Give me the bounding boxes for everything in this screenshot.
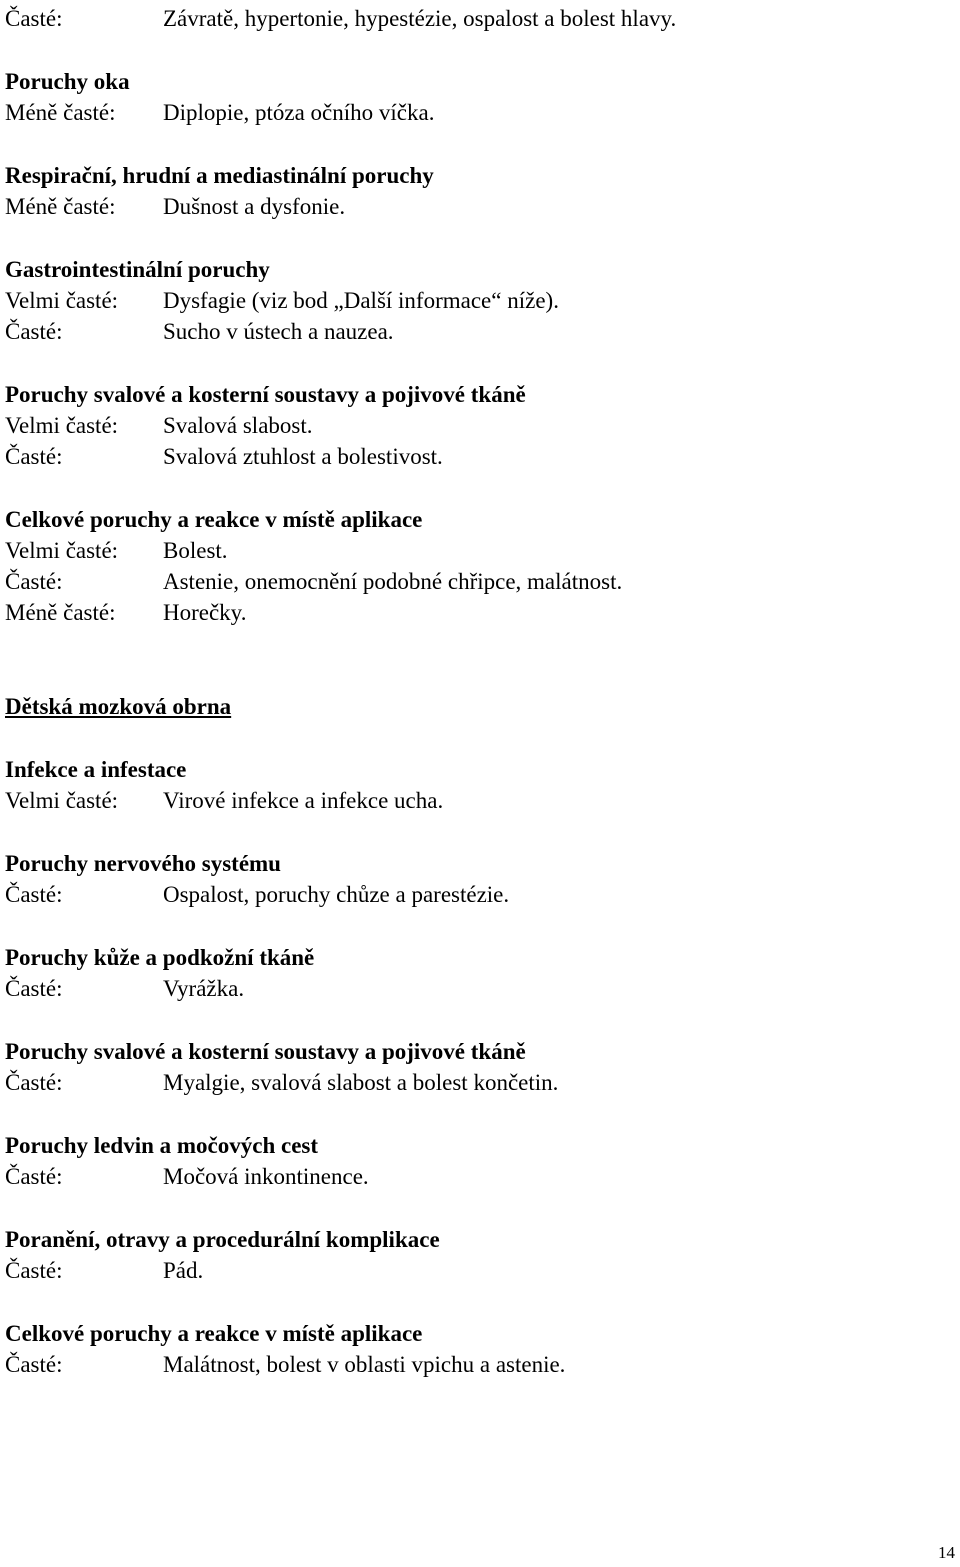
frequency-label: Časté: xyxy=(5,1352,63,1377)
soc-heading: Respirační, hrudní a mediastinální poruchy xyxy=(5,163,434,188)
effects-text: Astenie, onemocnění podobné chřipce, malátnost. xyxy=(163,569,623,594)
soc-heading: Poruchy nervového systému xyxy=(5,851,281,876)
frequency-row xyxy=(5,441,945,472)
frequency-label: Méně časté: xyxy=(5,600,116,625)
effects-text: Malátnost, bolest v oblasti vpichu a astenie. xyxy=(163,1352,566,1377)
spacer xyxy=(5,722,945,754)
spacer xyxy=(5,1098,945,1130)
frequency-row xyxy=(5,1255,945,1286)
soc-group xyxy=(5,754,945,816)
soc-heading: Gastrointestinální poruchy xyxy=(5,257,270,282)
frequency-row xyxy=(5,597,945,628)
frequency-row xyxy=(5,97,945,128)
frequency-label: Časté: xyxy=(5,1070,63,1095)
frequency-row xyxy=(5,566,945,597)
effects-text: Dušnost a dysfonie. xyxy=(163,194,346,219)
effects-text: Močová inkontinence. xyxy=(163,1164,369,1189)
effects-text: Myalgie, svalová slabost a bolest končetin. xyxy=(163,1070,559,1095)
spacer xyxy=(5,222,945,254)
soc-group xyxy=(5,1036,945,1098)
spacer xyxy=(5,472,945,504)
effects-text: Bolest. xyxy=(163,538,228,563)
soc-heading: Poranění, otravy a procedurální komplikace xyxy=(5,1227,440,1252)
frequency-row xyxy=(5,1161,945,1192)
soc-heading: Poruchy svalové a kosterní soustavy a pojivové tkáně xyxy=(5,382,526,407)
soc-heading: Celkové poruchy a reakce v místě aplikace xyxy=(5,1321,423,1346)
frequency-label: Časté: xyxy=(5,1164,63,1189)
effects-text: Svalová slabost. xyxy=(163,413,313,438)
frequency-row xyxy=(5,410,945,441)
document-body xyxy=(5,3,945,1380)
spacer xyxy=(5,34,945,66)
frequency-row xyxy=(5,1067,945,1098)
frequency-label: Časté: xyxy=(5,319,63,344)
spacer xyxy=(5,816,945,848)
soc-group xyxy=(5,1318,945,1380)
page-number: 14 xyxy=(938,1543,955,1562)
frequency-row xyxy=(5,879,945,910)
frequency-label: Časté: xyxy=(5,1258,63,1283)
frequency-label: Velmi časté: xyxy=(5,288,119,313)
soc-heading: Poruchy oka xyxy=(5,69,130,94)
frequency-row xyxy=(5,191,945,222)
spacer xyxy=(5,628,945,691)
frequency-row xyxy=(5,1349,945,1380)
effects-text: Závratě, hypertonie, hypestézie, ospalost a bolest hlavy. xyxy=(163,6,677,31)
soc-heading: Poruchy svalové a kosterní soustavy a pojivové tkáně xyxy=(5,1039,526,1064)
spacer xyxy=(5,347,945,379)
frequency-label: Velmi časté: xyxy=(5,413,119,438)
frequency-row xyxy=(5,785,945,816)
soc-group xyxy=(5,1130,945,1192)
effects-text: Vyrážka. xyxy=(163,976,245,1001)
effects-text: Dysfagie (viz bod „Další informace“ níže). xyxy=(163,288,559,313)
frequency-label: Časté: xyxy=(5,6,63,31)
frequency-label: Méně časté: xyxy=(5,194,116,219)
adverse-effects-adults xyxy=(5,3,945,628)
effects-text: Svalová ztuhlost a bolestivost. xyxy=(163,444,443,469)
soc-group xyxy=(5,1224,945,1286)
soc-group xyxy=(5,942,945,1004)
soc-heading: Infekce a infestace xyxy=(5,757,187,782)
frequency-row xyxy=(5,285,945,316)
spacer xyxy=(5,1192,945,1224)
soc-group xyxy=(5,66,945,128)
frequency-row xyxy=(5,535,945,566)
soc-heading: Poruchy ledvin a močových cest xyxy=(5,1133,319,1158)
frequency-row xyxy=(5,3,945,34)
spacer xyxy=(5,128,945,160)
effects-text: Ospalost, poruchy chůze a parestézie. xyxy=(163,882,510,907)
effects-text: Virové infekce a infekce ucha. xyxy=(163,788,444,813)
soc-group xyxy=(5,254,945,347)
soc-heading: Celkové poruchy a reakce v místě aplikace xyxy=(5,507,423,532)
frequency-label: Časté: xyxy=(5,444,63,469)
section-title: Dětská mozková obrna xyxy=(5,694,232,719)
spacer xyxy=(5,1004,945,1036)
soc-group xyxy=(5,504,945,628)
effects-text: Diplopie, ptóza očního víčka. xyxy=(163,100,435,125)
frequency-label: Velmi časté: xyxy=(5,538,119,563)
soc-group xyxy=(5,379,945,472)
frequency-label: Velmi časté: xyxy=(5,788,119,813)
effects-text: Horečky. xyxy=(163,600,247,625)
frequency-label: Časté: xyxy=(5,569,63,594)
effects-text: Pád. xyxy=(163,1258,204,1283)
frequency-label: Méně časté: xyxy=(5,100,116,125)
soc-group xyxy=(5,3,945,34)
frequency-label: Časté: xyxy=(5,882,63,907)
soc-group xyxy=(5,160,945,222)
effects-text: Sucho v ústech a nauzea. xyxy=(163,319,394,344)
frequency-row xyxy=(5,973,945,1004)
spacer xyxy=(5,910,945,942)
soc-heading: Poruchy kůže a podkožní tkáně xyxy=(5,945,315,970)
adverse-effects-cerebral-palsy xyxy=(5,754,945,1380)
spacer xyxy=(5,1286,945,1318)
soc-group xyxy=(5,848,945,910)
frequency-label: Časté: xyxy=(5,976,63,1001)
frequency-row xyxy=(5,316,945,347)
